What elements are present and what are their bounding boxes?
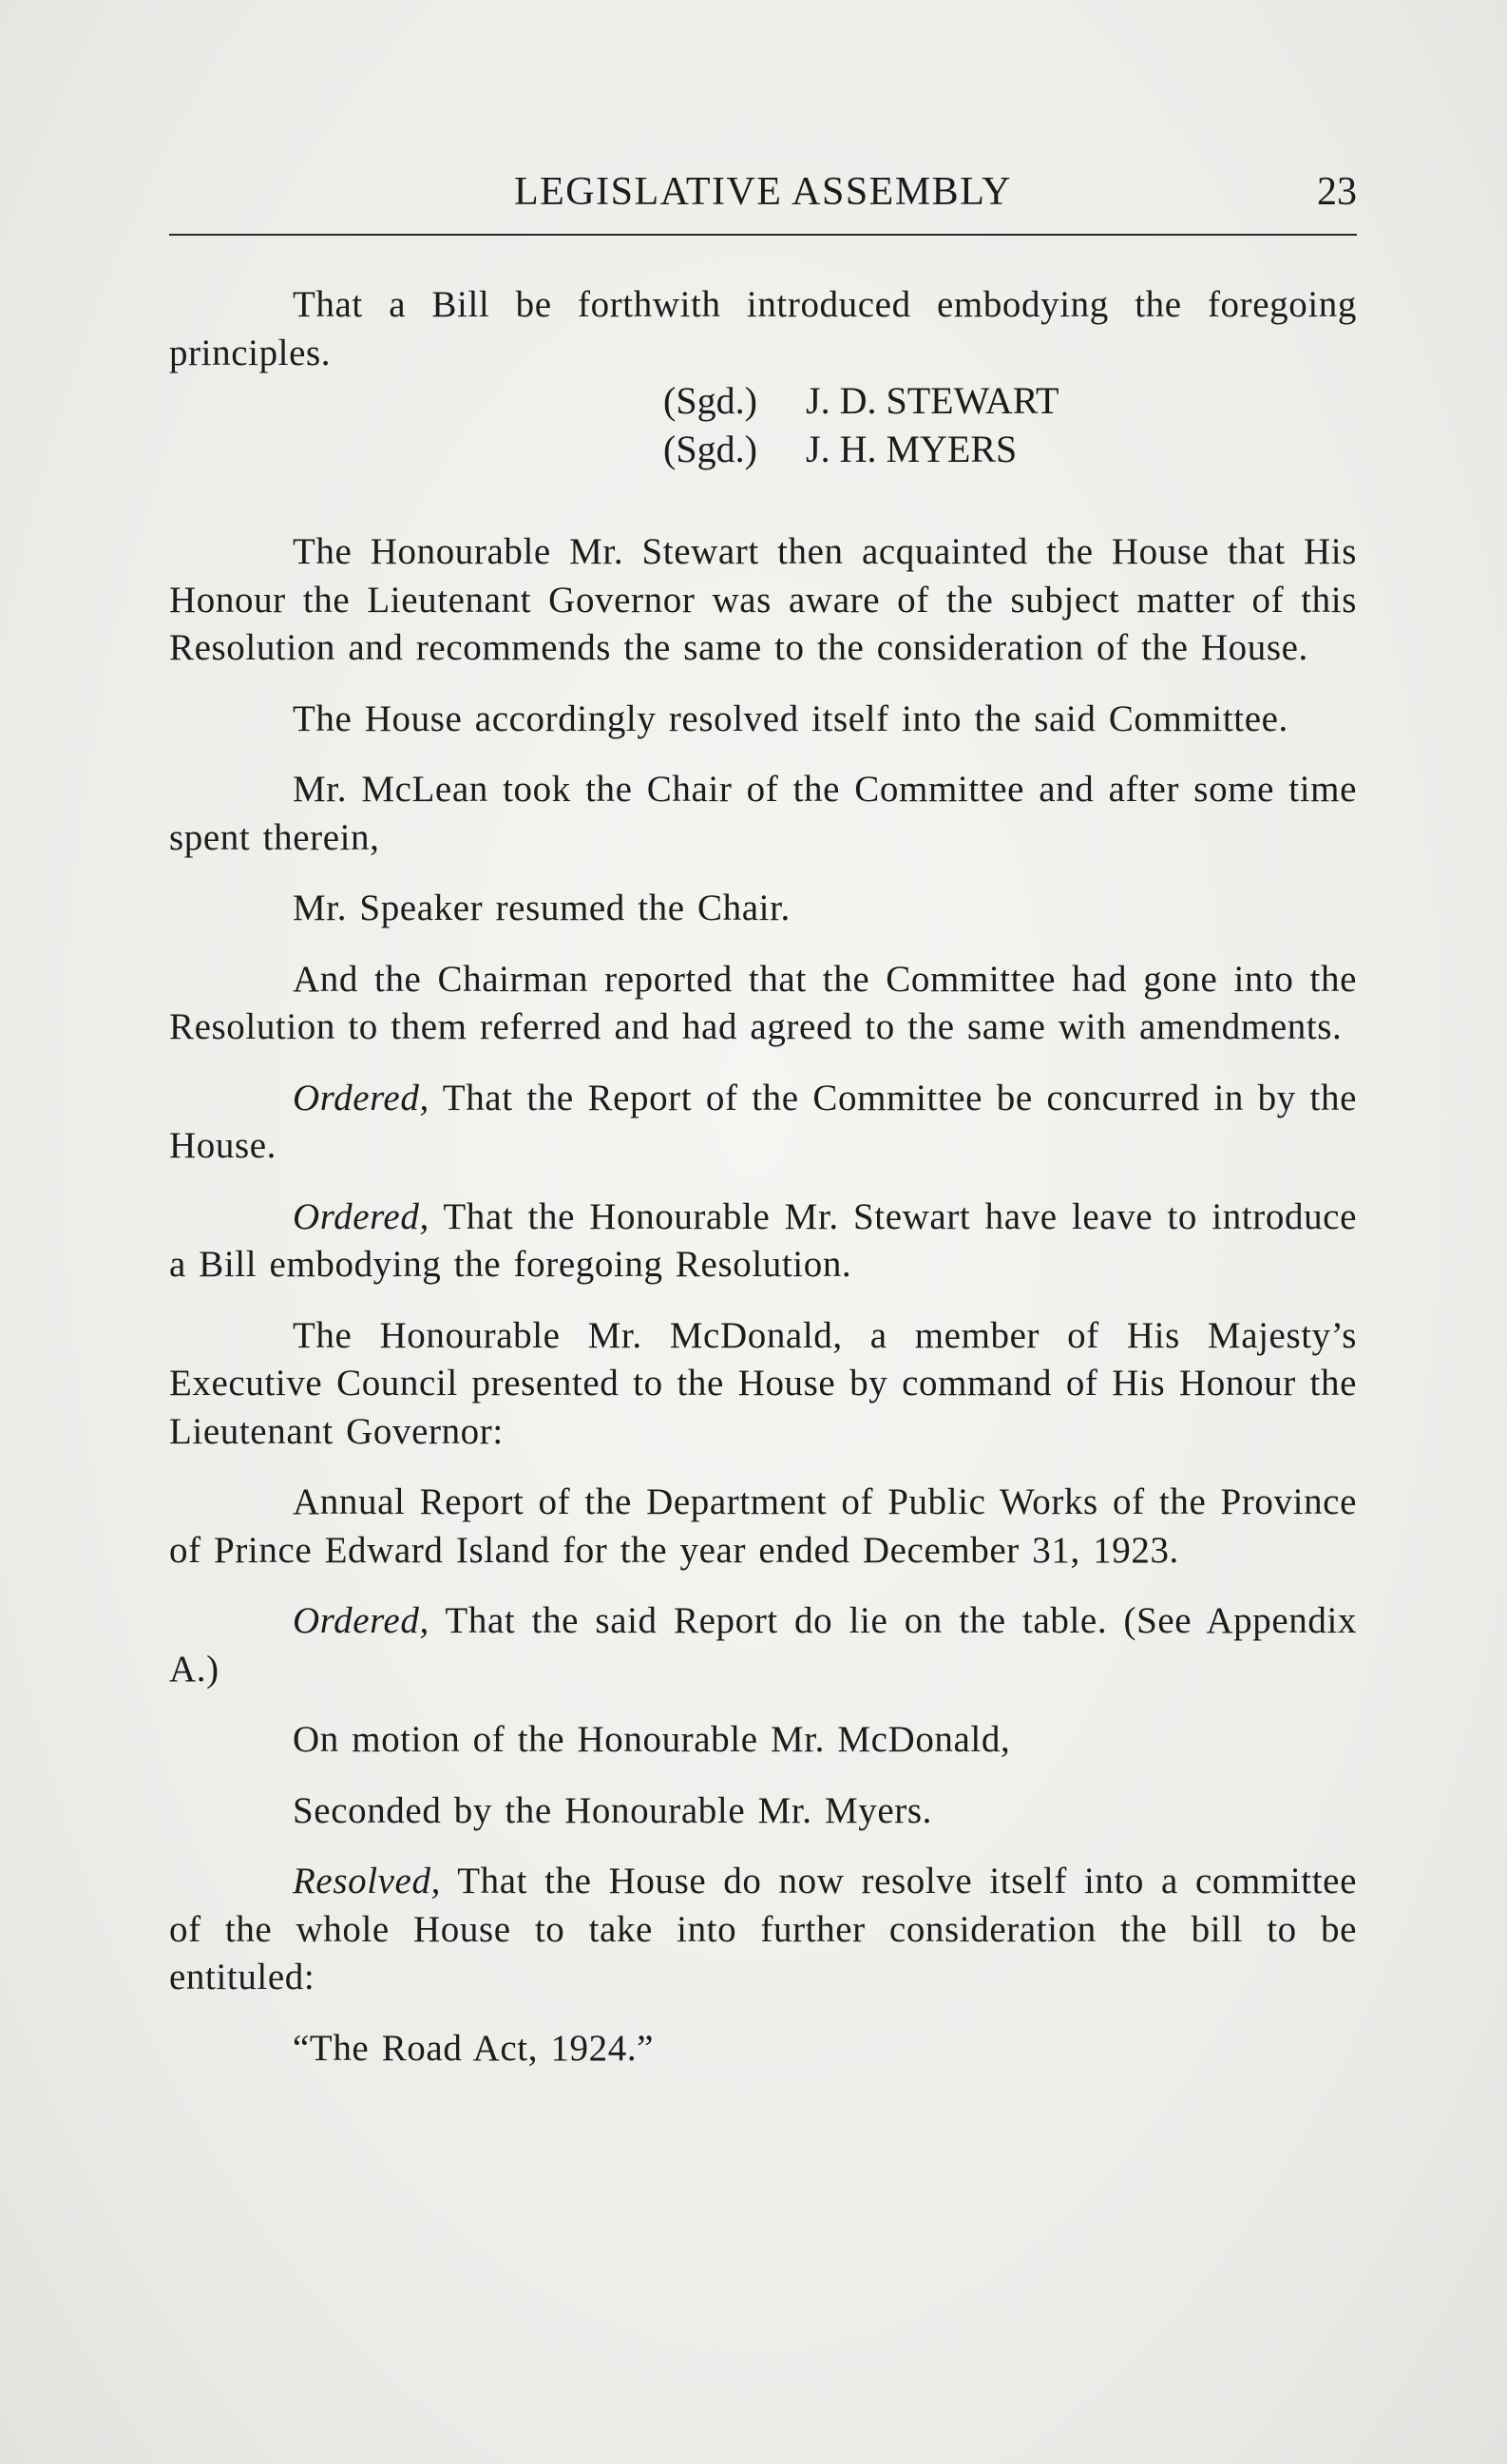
paragraph-mcdonald-presented: The Honourable Mr. McDonald, a member of His Majesty’s Executive Council presented to the House by command of His Honour the Lieutenant Governor:: [169, 1314, 1357, 1452]
signature-myers: [663, 426, 1357, 474]
ordered-text: That the said Report do lie on the table. (See Appendix A.): [169, 1600, 1357, 1690]
paragraph-lieutenant-governor-aware: The Honourable Mr. Stewart then acquainted the House that His Honour the Lieutenant Governor was aware of the subject matter of this Resolution and recommends the same to the consideration of the House.: [169, 531, 1357, 668]
signature-name: J. D. STEWART: [806, 379, 1059, 422]
page-header: [169, 162, 1357, 219]
paragraph-annual-report: Annual Report of the Department of Public Works of the Province of Prince Edward Island for the year ended December 31, 1923.: [169, 1481, 1357, 1571]
paragraph-seconded: Seconded by the Honourable Mr. Myers.: [293, 1789, 932, 1831]
signature-name: J. H. MYERS: [806, 427, 1018, 470]
paragraph-ordered-concurred: [169, 1075, 1357, 1171]
paragraph-bill-introduced: That a Bill be forthwith introduced embodying the foregoing principles.: [169, 284, 1357, 373]
paragraph-ordered-leave: [169, 1194, 1357, 1289]
paragraph-mclean-chair: Mr. McLean took the Chair of the Committee and after some time spent therein,: [169, 769, 1357, 858]
paragraph-chairman-reported: And the Chairman reported that the Committee had gone into the Resolution to them referred and had agreed to the same with amendments.: [169, 958, 1357, 1047]
page-body: [169, 281, 1357, 2072]
ordered-text: That the Honourable Mr. Stewart have leave to introduce a Bill embodying the foregoing Resolution.: [169, 1195, 1357, 1285]
ordered-text: That the Report of the Committee be concurred in by the House.: [169, 1077, 1357, 1166]
resolved-lead: Resolved,: [293, 1861, 441, 1901]
page-number: 23: [1317, 170, 1357, 214]
signature-stewart: [663, 377, 1357, 426]
ordered-lead: Ordered,: [293, 1077, 429, 1118]
paragraph-ordered-table: [169, 1597, 1357, 1693]
signature-block: [663, 377, 1357, 473]
paragraph-resolved: [169, 1858, 1357, 2002]
signature-prefix: (Sgd.): [663, 379, 757, 422]
header-rule: [169, 234, 1357, 236]
signature-prefix: (Sgd.): [663, 427, 757, 470]
ordered-lead: Ordered,: [293, 1195, 429, 1237]
paragraph-road-act-title: “The Road Act, 1924.”: [293, 2027, 655, 2069]
running-title: LEGISLATIVE ASSEMBLY: [514, 170, 1012, 214]
paragraph-committee-resolved: The House accordingly resolved itself into the said Committee.: [293, 697, 1288, 739]
paragraph-speaker-resumed: Mr. Speaker resumed the Chair.: [293, 888, 791, 928]
paragraph-on-motion: On motion of the Honourable Mr. McDonald,: [293, 1719, 1011, 1760]
ordered-lead: Ordered,: [293, 1600, 429, 1641]
resolved-text: That the House do now resolve itself into a committee of the whole House to take into further consideration the bill to be entituled:: [169, 1861, 1357, 1997]
